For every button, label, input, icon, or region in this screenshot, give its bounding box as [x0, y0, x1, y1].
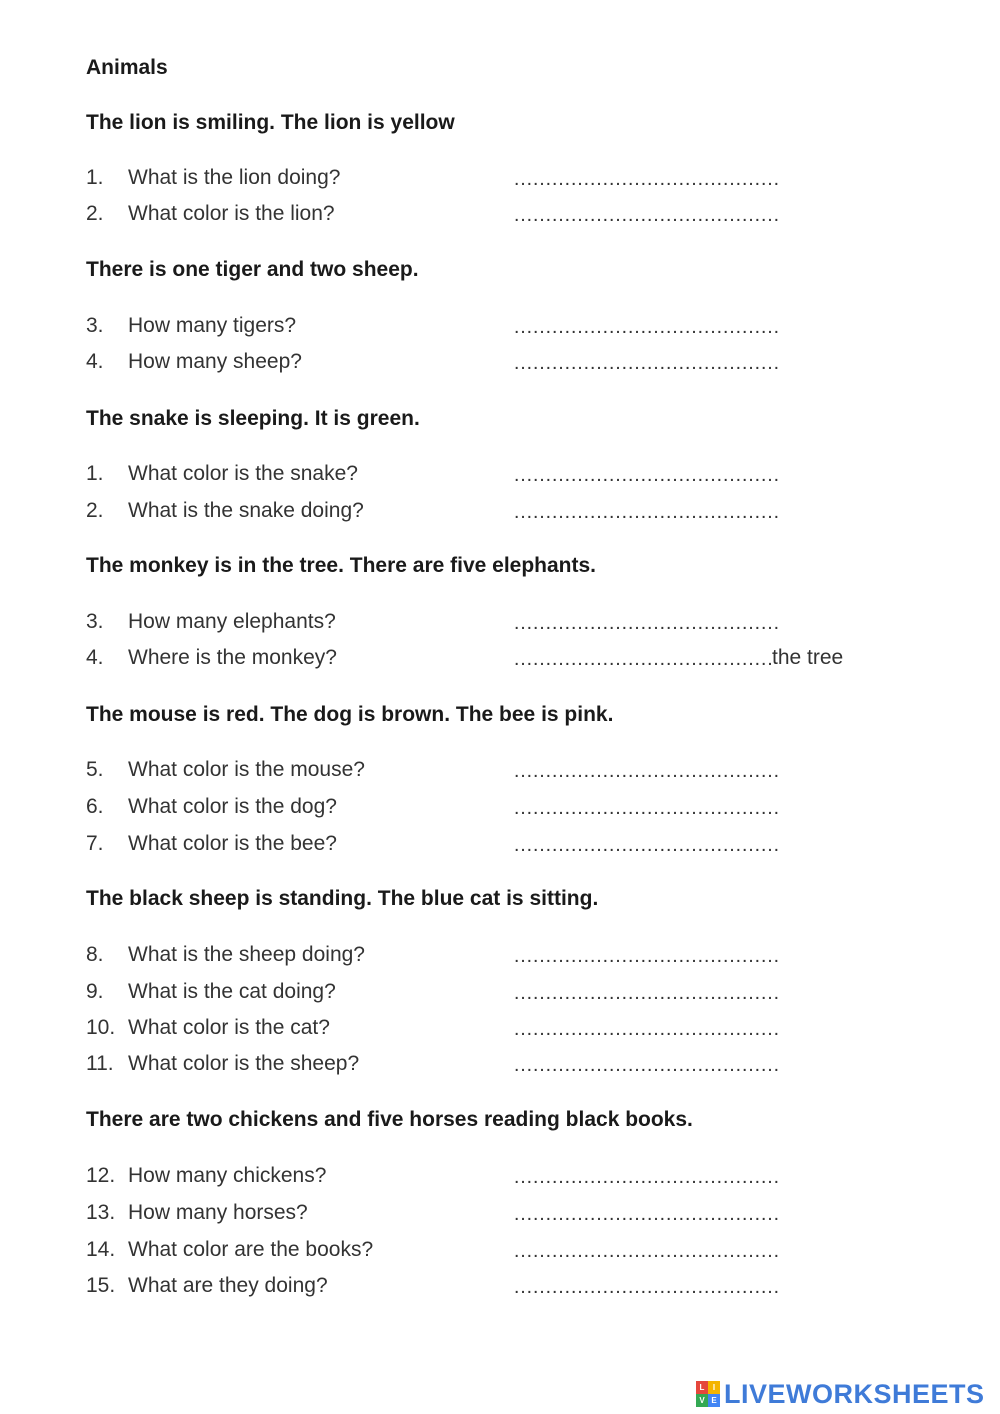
answer-input[interactable] [513, 1052, 853, 1078]
answer-input[interactable] [513, 610, 853, 636]
answer-input[interactable] [513, 832, 853, 858]
answer-input[interactable] [513, 1274, 853, 1300]
question-text: What color is the sheep? [128, 1052, 360, 1075]
answer-input[interactable] [513, 980, 853, 1006]
question-row [86, 202, 886, 230]
section-heading: The monkey is in the tree. There are five elephants. [86, 554, 597, 577]
question-text: What are they doing? [128, 1274, 328, 1297]
question-number: 12. [86, 1164, 116, 1187]
question-number: 15. [86, 1274, 116, 1297]
question-row [86, 646, 886, 674]
question-number: 3. [86, 314, 104, 337]
answer-input[interactable] [513, 646, 771, 672]
question-text: What is the snake doing? [128, 499, 364, 522]
question-row [86, 758, 886, 786]
question-number: 2. [86, 499, 104, 522]
question-row [86, 350, 886, 378]
logo-letter: I [708, 1381, 720, 1394]
question-number: 13. [86, 1201, 116, 1224]
question-number: 7. [86, 832, 104, 855]
question-number: 1. [86, 166, 104, 189]
answer-input[interactable] [513, 1238, 853, 1264]
question-number: 11. [86, 1052, 114, 1075]
question-text: What is the sheep doing? [128, 943, 365, 966]
question-row [86, 314, 886, 342]
answer-input[interactable] [513, 795, 853, 821]
question-text: How many chickens? [128, 1164, 327, 1187]
question-text: How many horses? [128, 1201, 308, 1224]
answer-input[interactable] [513, 1201, 853, 1227]
question-number: 5. [86, 758, 104, 781]
answer-input[interactable] [513, 499, 853, 525]
answer-input[interactable] [513, 758, 853, 784]
answer-input[interactable] [513, 350, 853, 376]
answer-input[interactable] [513, 166, 853, 192]
section-heading: The lion is smiling. The lion is yellow [86, 111, 455, 134]
question-row [86, 462, 886, 490]
question-row [86, 1238, 886, 1266]
question-text: What is the cat doing? [128, 980, 336, 1003]
worksheet-title: Animals [86, 56, 168, 79]
question-number: 4. [86, 350, 104, 373]
question-row [86, 610, 886, 638]
question-text: What color is the mouse? [128, 758, 365, 781]
question-row [86, 943, 886, 971]
question-row [86, 499, 886, 527]
question-text: What color is the dog? [128, 795, 337, 818]
question-row [86, 166, 886, 194]
question-text: What color are the books? [128, 1238, 374, 1261]
liveworksheets-logo[interactable] [696, 1378, 985, 1410]
answer-input[interactable] [513, 202, 853, 228]
question-row [86, 1052, 886, 1080]
question-number: 2. [86, 202, 104, 225]
question-text: How many sheep? [128, 350, 302, 373]
section-heading: The snake is sleeping. It is green. [86, 407, 420, 430]
question-row [86, 832, 886, 860]
question-number: 6. [86, 795, 104, 818]
question-row [86, 1016, 886, 1044]
question-text: What color is the lion? [128, 202, 335, 225]
question-text: How many elephants? [128, 610, 336, 633]
logo-letter: V [696, 1394, 708, 1407]
section-heading: The black sheep is standing. The blue cat is sitting. [86, 887, 599, 910]
question-number: 1. [86, 462, 104, 485]
answer-input[interactable] [513, 943, 853, 969]
question-row [86, 795, 886, 823]
question-row [86, 1164, 886, 1192]
question-row [86, 980, 886, 1008]
question-text: What color is the bee? [128, 832, 337, 855]
question-number: 3. [86, 610, 104, 633]
question-row [86, 1201, 886, 1229]
question-text: Where is the monkey? [128, 646, 337, 669]
question-number: 9. [86, 980, 104, 1003]
question-text: How many tigers? [128, 314, 297, 337]
question-text: What color is the cat? [128, 1016, 330, 1039]
logo-mark-icon [696, 1381, 720, 1407]
answer-input[interactable] [513, 314, 853, 340]
answer-suffix: the tree [772, 646, 844, 669]
answer-input[interactable] [513, 1016, 853, 1042]
question-number: 4. [86, 646, 104, 669]
answer-input[interactable] [513, 1164, 853, 1190]
logo-letter: L [696, 1381, 708, 1394]
question-text: What color is the snake? [128, 462, 358, 485]
question-number: 10. [86, 1016, 116, 1039]
logo-letter: E [708, 1394, 720, 1407]
answer-input[interactable] [513, 462, 853, 488]
section-heading: There are two chickens and five horses reading black books. [86, 1108, 693, 1131]
question-number: 8. [86, 943, 104, 966]
brand-name: LIVEWORKSHEETS [724, 1378, 985, 1409]
question-number: 14. [86, 1238, 116, 1261]
question-text: What is the lion doing? [128, 166, 341, 189]
section-heading: There is one tiger and two sheep. [86, 258, 419, 281]
section-heading: The mouse is red. The dog is brown. The bee is pink. [86, 703, 614, 726]
question-row [86, 1274, 886, 1302]
